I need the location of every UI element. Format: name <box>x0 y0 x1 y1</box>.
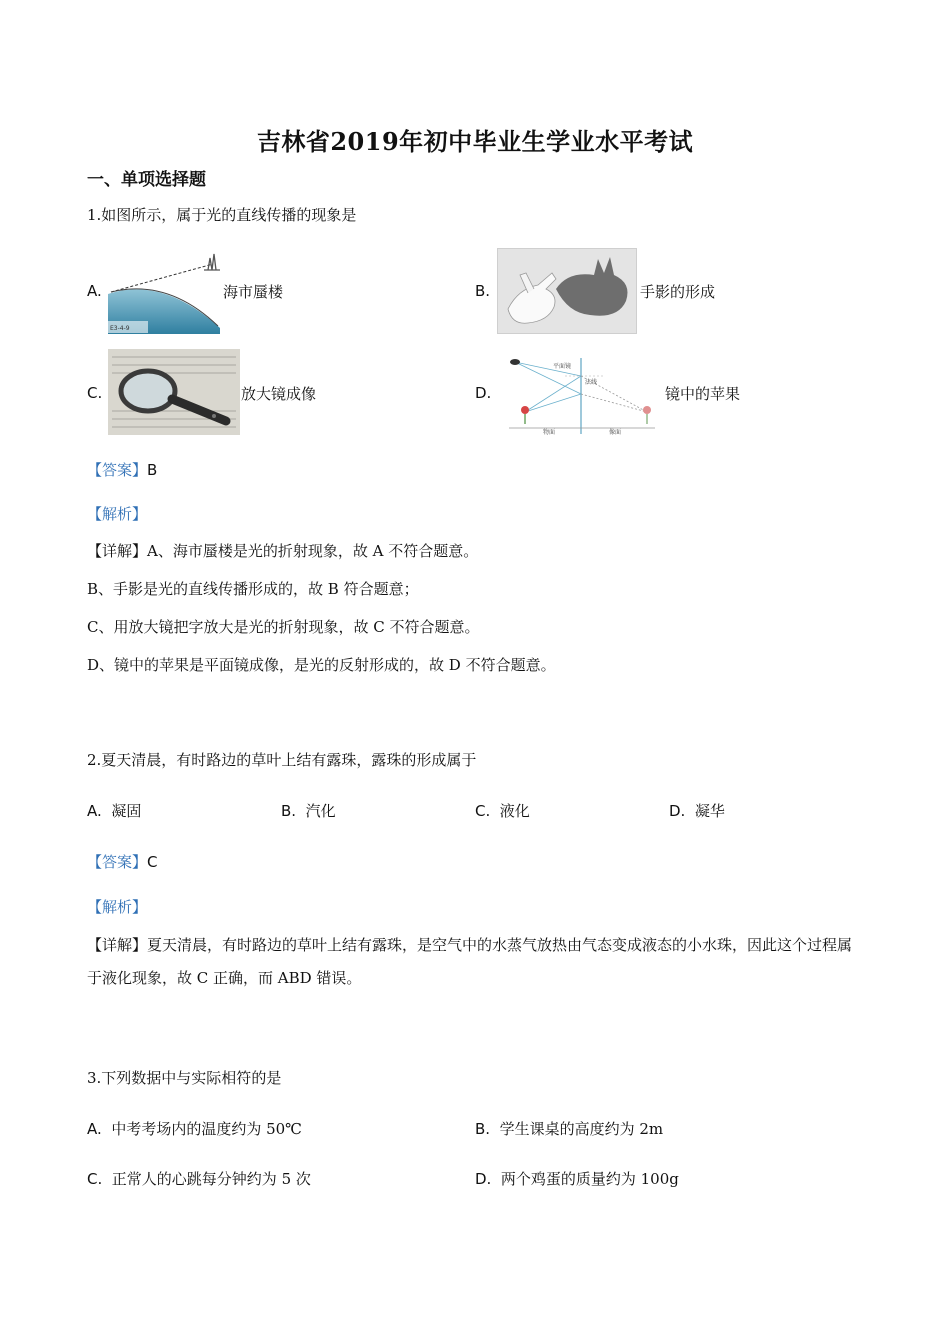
q2-option-a: A. 凝固 <box>87 802 142 820</box>
mirror-label: 平面镜 <box>553 363 572 370</box>
hand-shadow-figure <box>497 248 637 334</box>
q3-option-b: B. 学生课桌的高度约为 2m <box>475 1120 664 1138</box>
normal-label: 法线 <box>585 379 598 386</box>
magnifier-figure <box>108 349 240 435</box>
q1-stem: 1.如图所示，属于光的直线传播的现象是 <box>87 206 357 224</box>
q1-option-a-label: A. <box>87 282 102 300</box>
q1-detail-line-2: B、手影是光的直线传播形成的，故 B 符合题意； <box>87 580 419 598</box>
q1-answer <box>87 460 157 480</box>
q1-option-d-text: 镜中的苹果 <box>665 385 741 403</box>
q1-detail-line-1: 【详解】A、海市蜃楼是光的折射现象，故 A 不符合题意。 <box>87 542 479 560</box>
q2-option-c: C. 液化 <box>475 802 530 820</box>
q2-option-b: B. 汽化 <box>281 802 336 820</box>
detail-tag: 【详解】 <box>87 542 148 560</box>
q1-option-d-label: D. <box>475 384 492 402</box>
q3-stem: 3.下列数据中与实际相符的是 <box>87 1069 282 1087</box>
answer-tag: 【答案】 <box>87 461 148 479</box>
q2-answer: 【答案】C <box>87 853 158 871</box>
q2-option-d: D. 凝华 <box>669 802 725 820</box>
object-plane-label: 物面 <box>543 429 556 436</box>
q2-stem: 2.夏天清晨，有时路边的草叶上结有露珠，露珠的形成属于 <box>87 751 477 769</box>
q1-option-c-label: C. <box>87 384 103 402</box>
q3-option-a: A. 中考考场内的温度约为 50℃ <box>87 1120 302 1138</box>
q1-option-c-text: 放大镜成像 <box>241 385 317 403</box>
q1-option-b-text: 手影的形成 <box>640 283 716 301</box>
mirage-figure <box>108 248 223 334</box>
image-plane-label: 像面 <box>609 429 622 436</box>
section-heading: 一、单项选择题 <box>87 170 206 190</box>
page-title: 吉林省2019年初中毕业生学业水平考试 <box>256 127 694 156</box>
q1-option-b-label: B. <box>475 282 491 300</box>
q1-detail-line-3: C、用放大镜把字放大是光的折射现象，故 C 不符合题意。 <box>87 618 480 636</box>
q1-detail-line-4: D、镜中的苹果是平面镜成像，是光的反射形成的，故 D 不符合题意。 <box>87 656 556 674</box>
q2-analysis-tag: 【解析】 <box>87 898 148 916</box>
q3-option-d: D. 两个鸡蛋的质量约为 100g <box>475 1170 679 1188</box>
answer-value: B <box>147 461 158 479</box>
q1-option-a-text: 海市蜃楼 <box>223 283 284 301</box>
q2-detail: 【详解】夏天清晨，有时路边的草叶上结有露珠，是空气中的水蒸气放热由气态变成液态的小水珠，因此这个过程属于液化现象，故 C 正确，而 ABD 错误。 <box>87 936 853 987</box>
q1-analysis-tag: 【解析】 <box>87 505 148 523</box>
q3-option-c: C. 正常人的心跳每分钟约为 5 次 <box>87 1170 311 1188</box>
mirror-apple-figure <box>505 354 660 436</box>
mirage-caption: E3-4-9 <box>110 325 130 332</box>
